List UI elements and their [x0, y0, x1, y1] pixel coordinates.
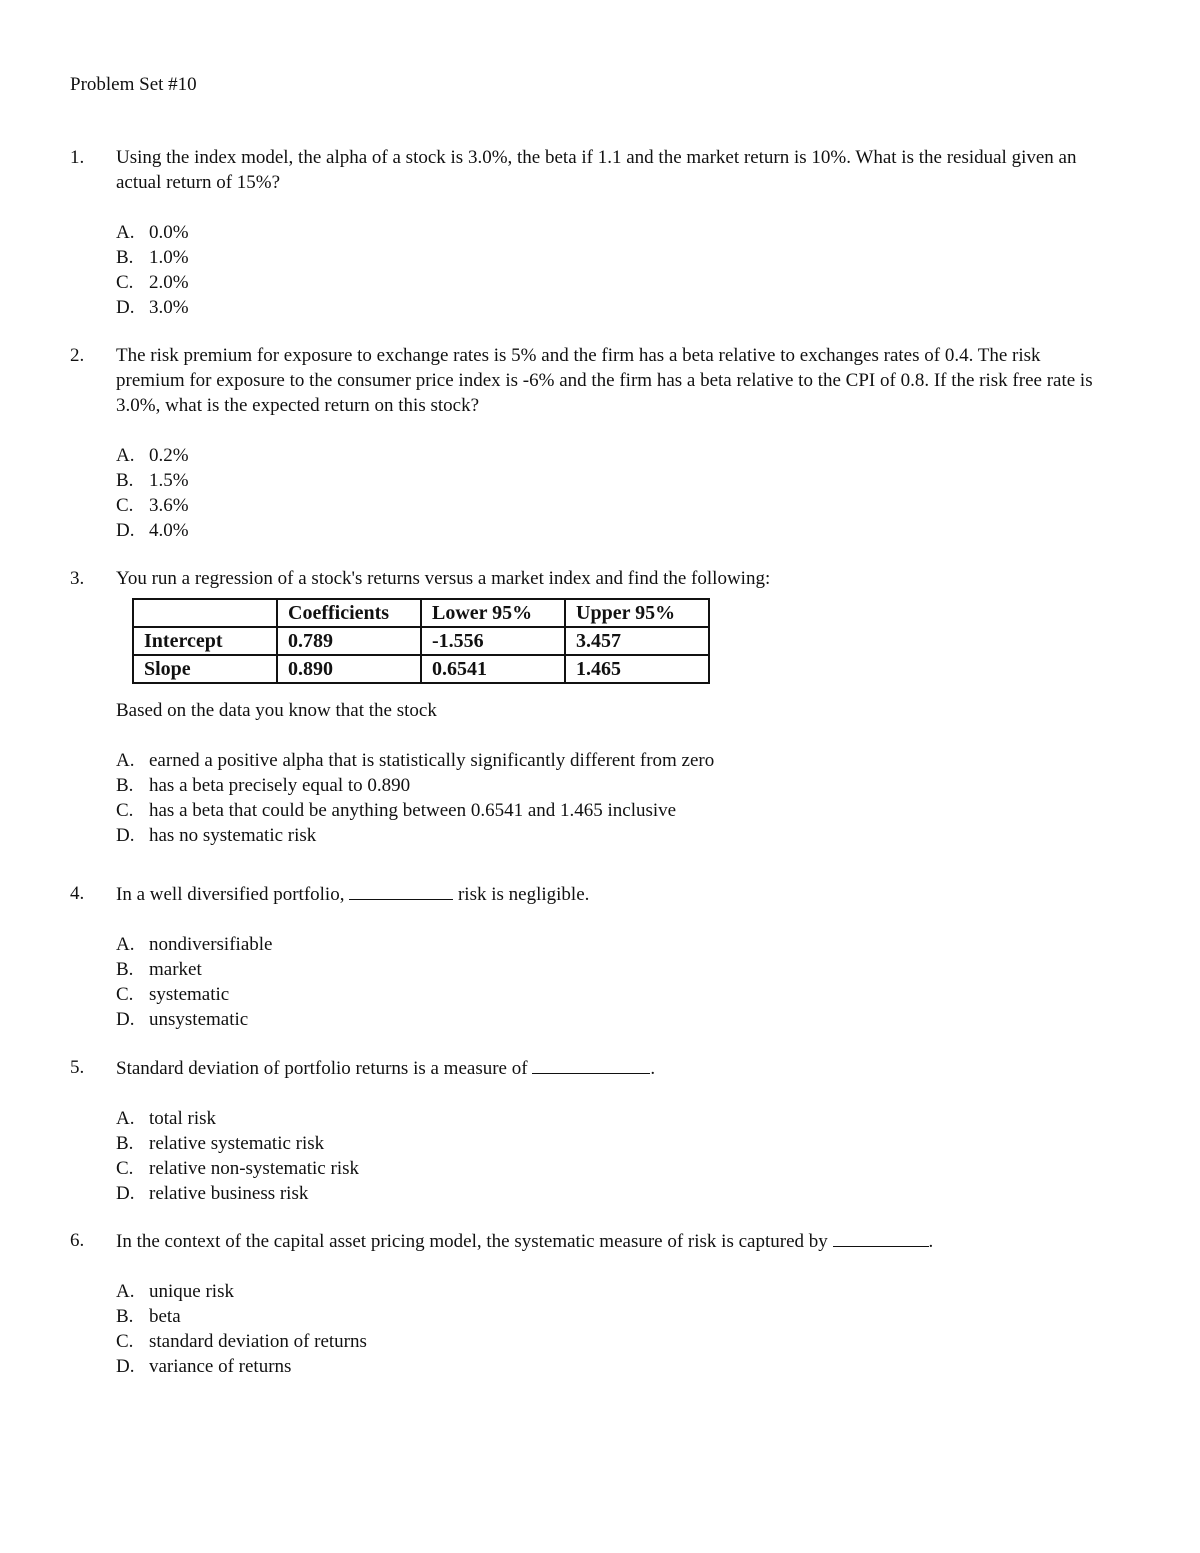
option-letter: C. — [116, 984, 134, 1005]
option-text: 1.5% — [149, 470, 189, 491]
table-row — [133, 627, 709, 655]
table-cell: -1.556 — [421, 627, 565, 655]
option-text: standard deviation of returns — [149, 1331, 367, 1352]
option-letter: A. — [116, 934, 135, 955]
question-1 — [70, 145, 1110, 320]
option-letter: D. — [116, 1183, 135, 1204]
regression-table — [132, 598, 710, 684]
option-text: 2.0% — [149, 272, 189, 293]
question-number: 4. — [70, 883, 85, 904]
option-a — [116, 443, 1110, 468]
question-text — [116, 881, 1110, 907]
option-letter: D. — [116, 1009, 135, 1030]
option-letter: B. — [116, 1133, 134, 1154]
option-text: market — [149, 959, 202, 980]
option-letter: A. — [116, 750, 135, 771]
option-d — [116, 1354, 1110, 1379]
question-text — [116, 1055, 1110, 1081]
question-number: 1. — [70, 147, 85, 168]
options-list — [116, 1106, 1110, 1206]
option-letter: B. — [116, 470, 134, 491]
option-d — [116, 1007, 1110, 1032]
option-c — [116, 1156, 1110, 1181]
table-header-cell: Lower 95% — [421, 599, 565, 627]
option-text: relative systematic risk — [149, 1133, 325, 1154]
question-text-after: . — [650, 1058, 656, 1079]
question-text-before: Standard deviation of portfolio returns is a measure of — [116, 1058, 533, 1079]
table-cell: 1.465 — [565, 655, 709, 683]
option-text: relative business risk — [149, 1183, 309, 1204]
option-d — [116, 1181, 1110, 1206]
question-text — [116, 1228, 1110, 1254]
option-text: total risk — [149, 1108, 217, 1129]
options-list — [116, 1279, 1110, 1379]
answer-blank — [532, 1055, 650, 1074]
question-text: You run a regression of a stock's returns versus a market index and find the following: — [116, 568, 771, 589]
option-letter: B. — [116, 247, 134, 268]
option-letter: A. — [116, 1281, 135, 1302]
option-b — [116, 773, 1110, 798]
option-letter: C. — [116, 1331, 134, 1352]
options-list — [116, 748, 1110, 848]
option-text: relative non-systematic risk — [149, 1158, 359, 1179]
question-text: Using the index model, the alpha of a stock is 3.0%, the beta if 1.1 and the market return is 10%. What is the residual given an actual return of 15%? — [116, 147, 1077, 193]
option-text: nondiversifiable — [149, 934, 273, 955]
option-text: beta — [149, 1306, 181, 1327]
page-title: Problem Set #10 — [70, 74, 197, 95]
question-3 — [70, 566, 1110, 848]
option-b — [116, 1304, 1110, 1329]
option-text: has no systematic risk — [149, 825, 317, 846]
option-letter: B. — [116, 1306, 134, 1327]
option-letter: D. — [116, 825, 135, 846]
option-d — [116, 823, 1110, 848]
option-a — [116, 932, 1110, 957]
option-c — [116, 798, 1110, 823]
question-text-before: In the context of the capital asset pricing model, the systematic measure of risk is captured by — [116, 1231, 833, 1252]
question-text-after: risk is negligible. — [453, 884, 590, 905]
option-a — [116, 1106, 1110, 1131]
question-2 — [70, 343, 1110, 543]
question-4 — [70, 881, 1110, 1032]
option-b — [116, 468, 1110, 493]
option-b — [116, 245, 1110, 270]
option-letter: B. — [116, 775, 134, 796]
options-list — [116, 220, 1110, 320]
option-text: variance of returns — [149, 1356, 292, 1377]
question-6 — [70, 1228, 1110, 1379]
table-header-row — [133, 599, 709, 627]
option-text: has a beta that could be anything between 0.6541 and 1.465 inclusive — [149, 800, 677, 821]
question-text: The risk premium for exposure to exchange rates is 5% and the firm has a beta relative to exchanges rates of 0.4. The risk premium for exposure to the consumer price index is -6% and the firm has a beta relative to the CPI of 0.8. If the risk free rate is 3.0%, what is the expected return on this stock? — [116, 345, 1093, 416]
question-text-before: In a well diversified portfolio, — [116, 884, 350, 905]
option-a — [116, 220, 1110, 245]
answer-blank — [833, 1228, 929, 1247]
option-letter: A. — [116, 1108, 135, 1129]
table-cell — [133, 599, 277, 627]
option-text: 4.0% — [149, 520, 189, 541]
option-a — [116, 748, 1110, 773]
option-letter: D. — [116, 297, 135, 318]
option-letter: C. — [116, 1158, 134, 1179]
option-text: earned a positive alpha that is statistically significantly different from zero — [149, 750, 715, 771]
option-letter: A. — [116, 222, 135, 243]
option-b — [116, 957, 1110, 982]
options-list — [116, 932, 1110, 1032]
table-cell: 0.6541 — [421, 655, 565, 683]
option-d — [116, 295, 1110, 320]
option-letter: B. — [116, 959, 134, 980]
option-b — [116, 1131, 1110, 1156]
option-text: systematic — [149, 984, 230, 1005]
option-text: has a beta precisely equal to 0.890 — [149, 775, 411, 796]
option-text: unsystematic — [149, 1009, 249, 1030]
table-header-cell: Upper 95% — [565, 599, 709, 627]
question-number: 2. — [70, 345, 85, 366]
option-letter: D. — [116, 1356, 135, 1377]
table-row-label: Intercept — [133, 627, 277, 655]
question-text-after: . — [928, 1231, 934, 1252]
option-c — [116, 493, 1110, 518]
table-header-cell: Coefficients — [277, 599, 421, 627]
option-text: 1.0% — [149, 247, 189, 268]
table-cell: 3.457 — [565, 627, 709, 655]
option-text: 3.6% — [149, 495, 189, 516]
option-letter: C. — [116, 495, 134, 516]
answer-blank — [349, 881, 453, 900]
question-followup-text: Based on the data you know that the stock — [116, 700, 437, 721]
table-row-label: Slope — [133, 655, 277, 683]
option-letter: A. — [116, 445, 135, 466]
question-5 — [70, 1055, 1110, 1206]
option-text: unique risk — [149, 1281, 234, 1302]
option-letter: D. — [116, 520, 135, 541]
table-cell: 0.789 — [277, 627, 421, 655]
table-cell: 0.890 — [277, 655, 421, 683]
question-number: 5. — [70, 1057, 85, 1078]
option-c — [116, 982, 1110, 1007]
option-letter: C. — [116, 800, 134, 821]
options-list — [116, 443, 1110, 543]
option-letter: C. — [116, 272, 134, 293]
option-text: 0.2% — [149, 445, 189, 466]
option-a — [116, 1279, 1110, 1304]
option-text: 3.0% — [149, 297, 189, 318]
question-number: 6. — [70, 1230, 85, 1251]
option-c — [116, 270, 1110, 295]
question-number: 3. — [70, 568, 85, 589]
table-row — [133, 655, 709, 683]
option-c — [116, 1329, 1110, 1354]
option-text: 0.0% — [149, 222, 189, 243]
option-d — [116, 518, 1110, 543]
